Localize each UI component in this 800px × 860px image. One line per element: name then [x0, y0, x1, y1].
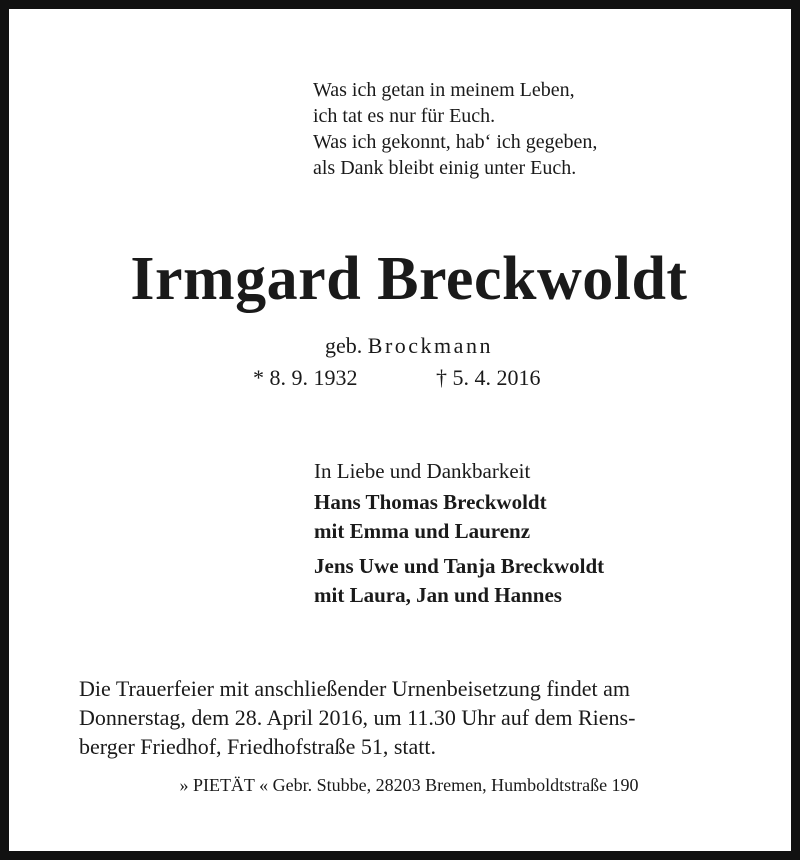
maiden-name-line	[9, 332, 800, 360]
life-dates	[253, 364, 541, 392]
mourner-line: mit Emma und Laurenz	[314, 519, 531, 543]
mourner-line: mit Laura, Jan und Hannes	[314, 583, 562, 607]
birth-date: * 8. 9. 1932	[253, 365, 358, 390]
mourners-section	[314, 457, 604, 616]
death-date: † 5. 4. 2016	[436, 365, 541, 390]
service-line: berger Friedhof, Friedhofstraße 51, statt.	[79, 734, 437, 759]
poem-line: Was ich gekonnt, hab‘ ich gegeben,	[313, 131, 598, 153]
undertaker-line: » PIETÄT « Gebr. Stubbe, 28203 Bremen, Humboldtstraße 190	[179, 775, 639, 795]
mourner-line: Jens Uwe und Tanja Breckwoldt	[314, 554, 605, 578]
poem-line: Was ich getan in meinem Leben,	[313, 79, 575, 101]
poem-line: ich tat es nur für Euch.	[313, 105, 496, 127]
maiden-prefix: geb.	[325, 333, 363, 358]
poem-line: als Dank bleibt einig unter Euch.	[313, 157, 577, 179]
mourner-group	[314, 552, 604, 610]
deceased-name: Irmgard Breckwoldt	[130, 245, 688, 313]
mourners-intro: In Liebe und Dankbarkeit	[314, 459, 531, 483]
mourner-group	[314, 488, 604, 546]
funeral-service-info	[79, 674, 749, 761]
maiden-surname: Brockmann	[367, 333, 493, 358]
service-line: Die Trauerfeier mit anschließender Urnenbeisetzung findet am	[79, 676, 631, 701]
mourner-line: Hans Thomas Breckwoldt	[314, 490, 547, 514]
memorial-poem	[313, 77, 597, 181]
service-line: Donnerstag, dem 28. April 2016, um 11.30 Uhr auf dem Riens-	[79, 705, 636, 730]
